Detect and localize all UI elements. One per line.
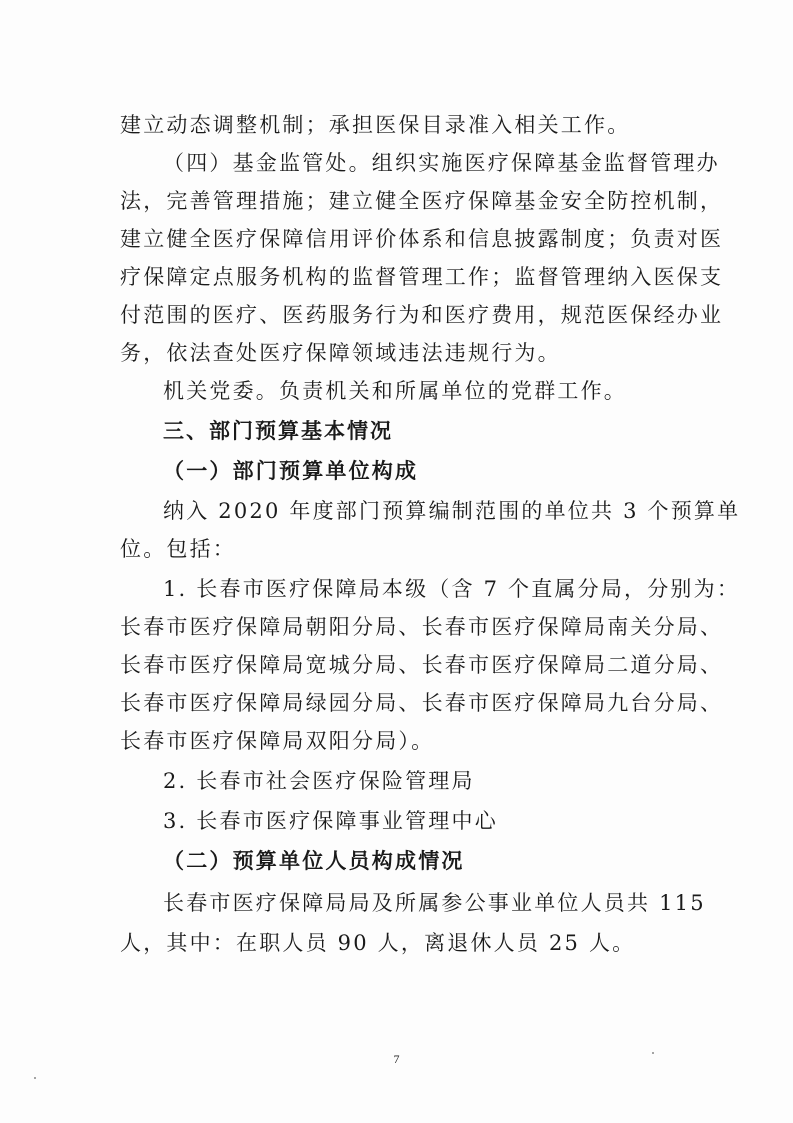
section-four-paragraph: （四）基金监管处。组织实施医疗保障基金监督管理办 bbox=[163, 151, 720, 175]
page-number: 7 bbox=[393, 1052, 400, 1066]
body-line: 务，依法查处医疗保障领域违法违规行为。 bbox=[120, 341, 561, 365]
body-line: 长春市医疗保障局局及所属参公事业单位人员共 115 bbox=[163, 891, 706, 915]
body-line: 纳入 2020 年度部门预算编制范围的单位共 3 个预算单 bbox=[163, 499, 741, 523]
body-line: 长春市医疗保障局朝阳分局、长春市医疗保障局南关分局、 bbox=[120, 615, 724, 639]
party-committee-paragraph: 机关党委。负责机关和所属单位的党群工作。 bbox=[163, 379, 627, 403]
body-line: 建立动态调整机制；承担医保目录准入相关工作。 bbox=[120, 113, 631, 137]
body-line: 法，完善管理措施；建立健全医疗保障基金安全防控机制， bbox=[120, 189, 724, 213]
subheading-unit-composition: （一）部门预算单位构成 bbox=[163, 458, 419, 483]
list-item-1: 1. 长春市医疗保障局本级（含 7 个直属分局，分别为： bbox=[163, 577, 741, 601]
body-line: 疗保障定点服务机构的监督管理工作；监督管理纳入医保支 bbox=[120, 265, 724, 289]
body-line: 人，其中：在职人员 90 人，离退休人员 25 人。 bbox=[120, 931, 636, 955]
body-line: 长春市医疗保障局宽城分局、长春市医疗保障局二道分局、 bbox=[120, 653, 724, 677]
body-line: 长春市医疗保障局双阳分局）。 bbox=[120, 729, 435, 753]
list-item-3: 3. 长春市医疗保障事业管理中心 bbox=[163, 809, 498, 833]
body-line: 长春市医疗保障局绿园分局、长春市医疗保障局九台分局、 bbox=[120, 691, 724, 715]
scan-speck bbox=[34, 1077, 36, 1079]
body-line: 付范围的医疗、医药服务行为和医疗费用，规范医保经办业 bbox=[120, 303, 724, 327]
body-line: 位。包括： bbox=[120, 537, 236, 561]
section-heading-budget: 三、部门预算基本情况 bbox=[163, 419, 393, 443]
list-item-2: 2. 长春市社会医疗保险管理局 bbox=[163, 769, 475, 793]
body-line: 建立健全医疗保障信用评价体系和信息披露制度；负责对医 bbox=[120, 227, 724, 251]
scan-speck bbox=[652, 1052, 654, 1054]
subheading-staff-composition: （二）预算单位人员构成情况 bbox=[163, 848, 465, 873]
